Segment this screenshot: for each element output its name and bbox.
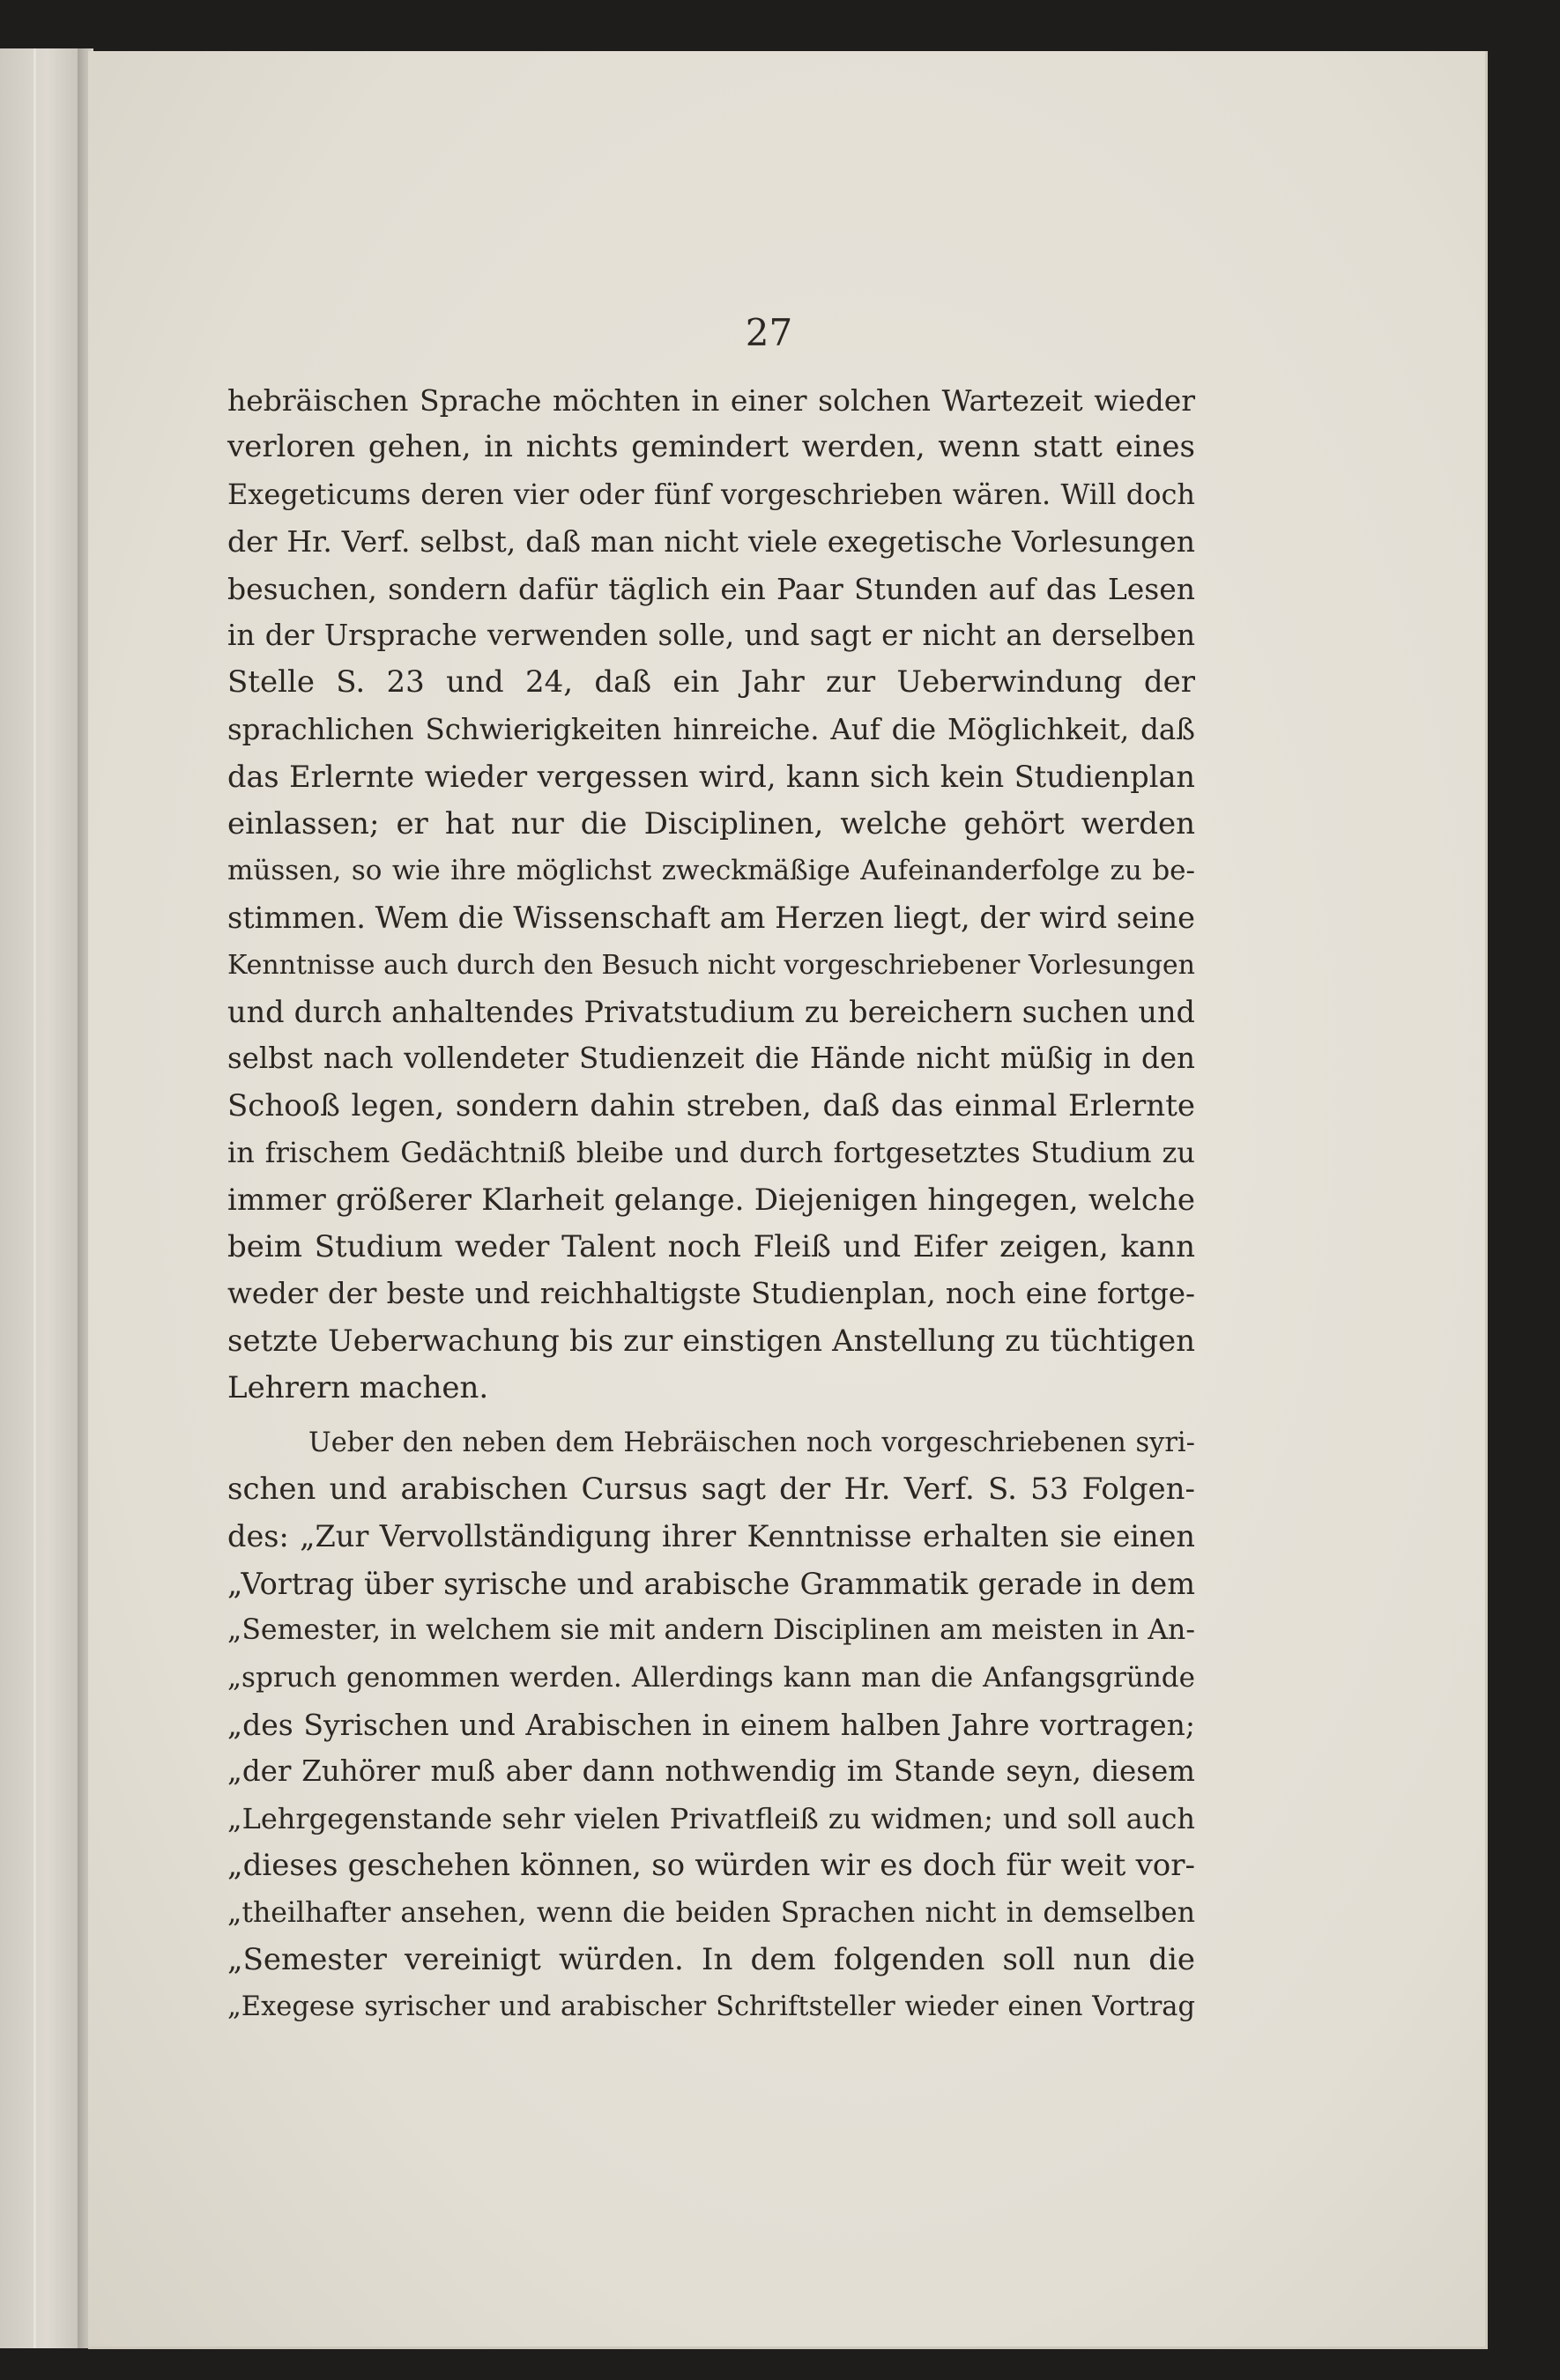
text-line: sprachlichen Schwierigkeiten hinreiche. Auf die Möglichkeit, daß (227, 712, 1195, 746)
text-line: „spruch genommen werden. Allerdings kann man die Anfangsgründe (227, 1661, 1195, 1694)
text-line: Lehrern machen. (227, 1370, 489, 1406)
page-number: 27 (745, 311, 793, 354)
text-line: selbst nach vollendeter Studienzeit die Hände nicht müßig in den (227, 1042, 1195, 1076)
text-line: der Hr. Verf. selbst, daß man nicht viele exegetische Vorlesungen (227, 524, 1195, 560)
text-line: „Semester vereinigt würden. In dem folgenden soll nun die (227, 1941, 1195, 1977)
text-line: Kenntnisse auch durch den Besuch nicht vorgeschriebener Vorlesungen (227, 949, 1195, 981)
text-line: stimmen. Wem die Wissenschaft am Herzen liegt, der wird seine (227, 901, 1195, 936)
text-line: schen und arabischen Cursus sagt der Hr. Verf. S. 53 Folgen- (227, 1471, 1195, 1507)
text-line: „Exegese syrischer und arabischer Schriftsteller wieder einen Vortrag (227, 1991, 1195, 2023)
body-text (227, 377, 1195, 2031)
facing-page-edge (0, 48, 79, 2348)
text-line: und durch anhaltendes Privatstudium zu bereichern suchen und (227, 995, 1195, 1030)
text-line: in frischem Gedächtniß bleibe und durch fortgesetztes Studium zu (227, 1136, 1195, 1170)
text-line: in der Ursprache verwenden solle, und sagt er nicht an derselben (227, 618, 1195, 652)
text-line: Stelle S. 23 und 24, daß ein Jahr zur Ueberwindung der (227, 664, 1195, 701)
text-line: setzte Ueberwachung bis zur einstigen Anstellung zu tüchtigen (227, 1323, 1195, 1359)
text-line: immer größerer Klarheit gelange. Diejenigen hingegen, welche (227, 1182, 1195, 1218)
text-line: „Lehrgegenstande sehr vielen Privatfleiß zu widmen; und soll auch (227, 1801, 1195, 1835)
text-line: besuchen, sondern dafür täglich ein Paar Stunden auf das Lesen (227, 571, 1195, 606)
text-line: weder der beste und reichhaltigste Studienplan, noch eine fortge- (227, 1277, 1195, 1311)
text-line: hebräischen Sprache möchten in einer solchen Wartezeit wieder (227, 383, 1195, 418)
text-line: „dieses geschehen können, so würden wir es doch für weit vor- (227, 1848, 1195, 1884)
text-line: beim Studium weder Talent noch Fleiß und Eifer zeigen, kann (227, 1229, 1195, 1265)
text-line: Schooß legen, sondern dahin streben, daß das einmal Erlernte (227, 1087, 1195, 1123)
text-line: das Erlernte wieder vergessen wird, kann sich kein Studienplan (227, 760, 1195, 795)
book-page (88, 51, 1488, 2349)
text-line: „Vortrag über syrische und arabische Grammatik gerade in dem (227, 1566, 1195, 1601)
text-line: Ueber den neben dem Hebräischen noch vorgeschriebenen syri- (308, 1427, 1195, 1458)
text-line: „des Syrischen und Arabischen in einem halben Jahre vortragen; (227, 1707, 1195, 1742)
paragraph-2 (227, 1420, 1195, 2031)
text-line: müssen, so wie ihre möglichst zweckmäßige Aufeinanderfolge zu be- (227, 854, 1195, 886)
text-line: „theilhafter ansehen, wenn die beiden Sprachen nicht in demselben (227, 1896, 1195, 1929)
text-line: des: „Zur Vervollständigung ihrer Kenntnisse erhalten sie einen (227, 1519, 1195, 1554)
text-line: „der Zuhörer muß aber dann nothwendig im Stande seyn, diesem (227, 1754, 1195, 1789)
paragraph-1 (227, 377, 1195, 1412)
text-line: verloren gehen, in nichts gemindert werden, wenn statt eines (227, 429, 1195, 465)
text-line: Exegeticums deren vier oder fünf vorgeschrieben wären. Will doch (227, 477, 1195, 511)
text-line: „Semester, in welchem sie mit andern Disciplinen am meisten in An- (227, 1614, 1195, 1647)
text-line: einlassen; er hat nur die Disciplinen, welche gehört werden (227, 805, 1195, 842)
